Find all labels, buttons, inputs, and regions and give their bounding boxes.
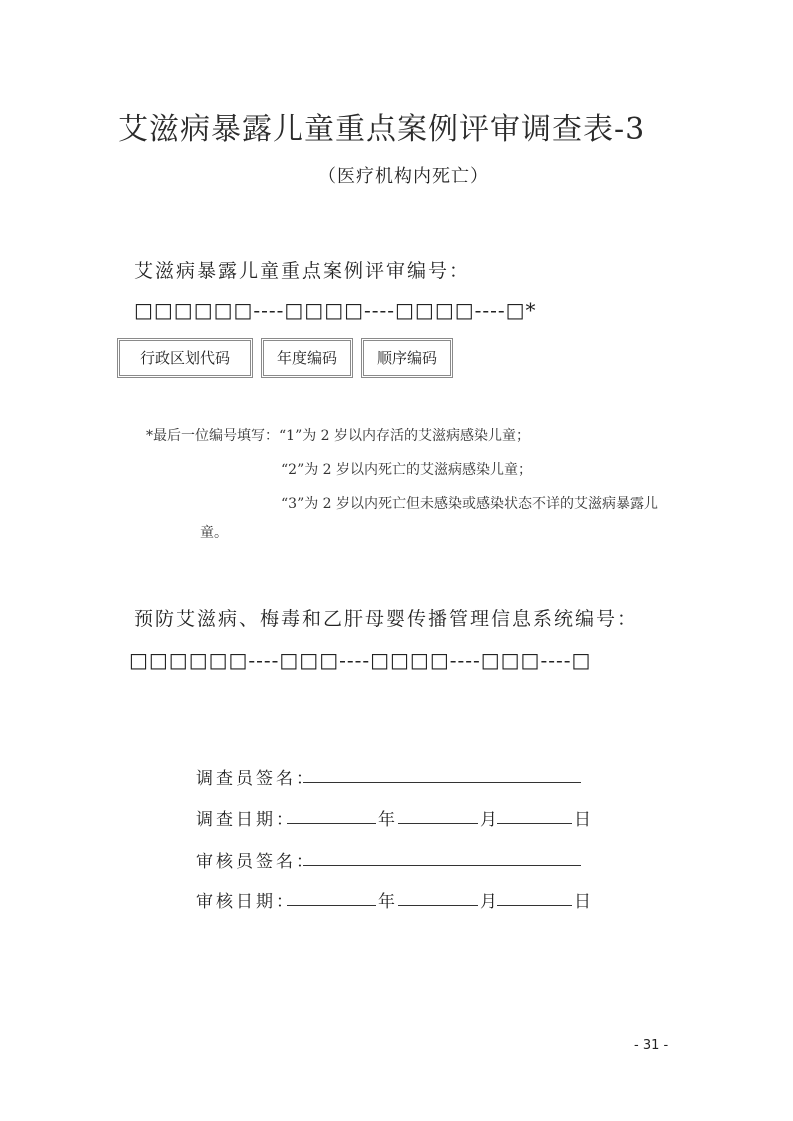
system-number-code: □□□□□□----□□□----□□□□----□□□----□ xyxy=(129,648,592,672)
investigation-day-char: 日 xyxy=(574,810,594,830)
note-line-4: 童。 xyxy=(200,525,228,541)
investigation-year-line[interactable] xyxy=(287,823,376,824)
admin-division-code-box: 行政区划代码 xyxy=(117,338,253,378)
page-number: - 31 - xyxy=(634,1038,669,1053)
note-line-3: “3”为 2 岁以内死亡但未感染或感染状态不详的艾滋病暴露儿 xyxy=(281,496,659,512)
investigator-signature-label: 调查员签名： xyxy=(196,769,316,789)
document-title: 艾滋病暴露儿童重点案例评审调查表-3 xyxy=(118,112,646,147)
note-line-1: *最后一位编号填写：“1”为 2 岁以内存活的艾滋病感染儿童； xyxy=(146,428,531,444)
note-line-2: “2”为 2 岁以内死亡的艾滋病感染儿童； xyxy=(281,462,533,478)
review-date-label: 审核日期： xyxy=(196,892,296,912)
system-number-label: 预防艾滋病、梅毒和乙肝母婴传播管理信息系统编号： xyxy=(134,608,639,630)
reviewer-signature-label: 审核员签名： xyxy=(196,852,316,872)
document-subtitle: （医疗机构内死亡） xyxy=(318,166,489,187)
year-code-box: 年度编码 xyxy=(261,338,353,378)
review-number-code: □□□□□□----□□□□----□□□□----□* xyxy=(134,298,537,322)
investigation-year-char: 年 xyxy=(378,810,398,830)
investigation-month-line[interactable] xyxy=(398,823,478,824)
review-year-char: 年 xyxy=(378,892,398,912)
investigation-month-char: 月 xyxy=(480,810,500,830)
review-day-line[interactable] xyxy=(497,905,572,906)
review-number-label: 艾滋病暴露儿童重点案例评审编号： xyxy=(134,260,471,282)
sequence-code-box: 顺序编码 xyxy=(361,338,453,378)
investigator-signature-line[interactable] xyxy=(303,782,581,783)
investigation-date-label: 调查日期： xyxy=(196,810,296,830)
review-month-char: 月 xyxy=(480,892,500,912)
review-year-line[interactable] xyxy=(287,905,376,906)
review-month-line[interactable] xyxy=(398,905,478,906)
review-day-char: 日 xyxy=(574,892,594,912)
investigation-day-line[interactable] xyxy=(497,823,572,824)
reviewer-signature-line[interactable] xyxy=(303,865,581,866)
